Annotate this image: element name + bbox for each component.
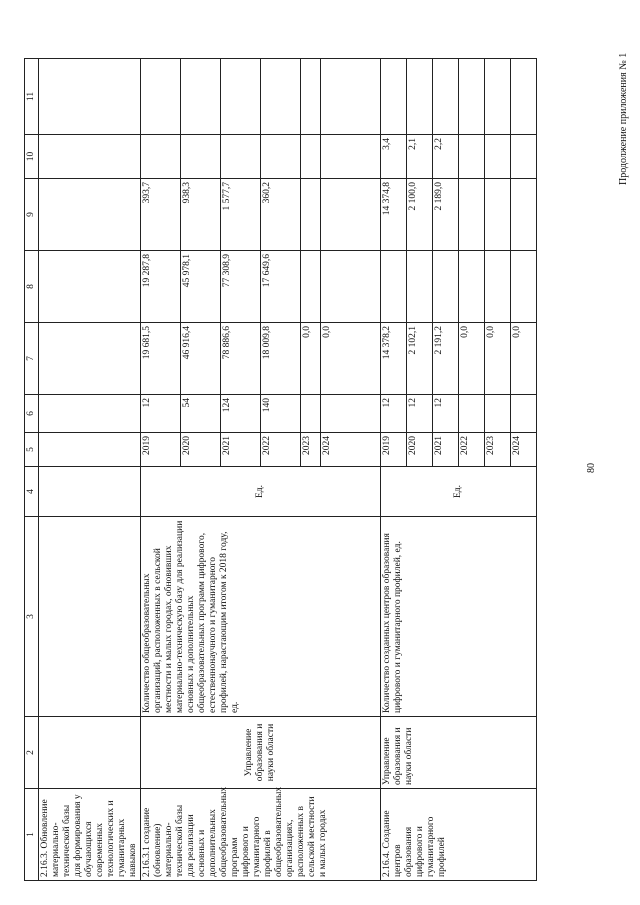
executor-cell: Управление образования и науки области — [141, 717, 381, 789]
value-cell: 2 100,0 — [407, 179, 433, 251]
value-cell — [511, 59, 537, 135]
value-cell: 2,1 — [407, 135, 433, 179]
col-num: 10 — [25, 135, 39, 179]
value-cell: 360,2 — [261, 179, 301, 251]
value-cell — [301, 251, 321, 323]
value-cell: 46 916,4 — [181, 323, 221, 395]
value-cell: 78 886,6 — [221, 323, 261, 395]
col-num: 6 — [25, 395, 39, 433]
value-cell — [485, 251, 511, 323]
section-title: 2.16.3.1 создание (обновление) материально-технической базы для реализации основных и дополнительных общеобразовательных программ цифрового и гуманитарного профилей в общеобразовательных организациях, расположенных в сельской местности и малых городах — [141, 789, 381, 881]
value-cell — [459, 251, 485, 323]
value-cell: 14 378,2 — [381, 323, 407, 395]
value-cell: 45 978,1 — [181, 251, 221, 323]
value-cell — [321, 395, 381, 433]
value-cell: 938,3 — [181, 179, 221, 251]
value-cell — [381, 59, 407, 135]
value-cell — [433, 251, 459, 323]
value-cell — [301, 135, 321, 179]
year-cell: 2021 — [433, 433, 459, 467]
value-cell — [459, 395, 485, 433]
indicator-cell: Количество общеобразовательных организаций, расположенных в сельской местности и малых городах, обновивших материально-техническую базу для реализации основных и дополнительных общеобразовательных программ цифрового, естественнонаучного и гуманитарного профилей, нарастающим итогом к 2018 году, ед. — [141, 517, 381, 717]
value-cell — [407, 59, 433, 135]
value-cell: 1 577,7 — [221, 179, 261, 251]
value-cell — [511, 179, 537, 251]
value-cell — [407, 251, 433, 323]
indicator-cell: Количество созданных центров образования цифрового и гуманитарного профилей, ед. — [381, 517, 537, 717]
value-cell — [221, 135, 261, 179]
page-number: 80 — [586, 463, 597, 473]
year-cell: 2020 — [181, 433, 221, 467]
year-cell: 2021 — [221, 433, 261, 467]
year-cell: 2023 — [485, 433, 511, 467]
value-cell — [511, 251, 537, 323]
value-cell — [381, 251, 407, 323]
value-cell: 2 102,1 — [407, 323, 433, 395]
year-cell: 2019 — [141, 433, 181, 467]
value-cell — [141, 135, 181, 179]
value-cell: 12 — [141, 395, 181, 433]
value-cell — [301, 59, 321, 135]
value-cell: 12 — [407, 395, 433, 433]
value-cell: 19 287,8 — [141, 251, 181, 323]
value-cell: 140 — [261, 395, 301, 433]
col-num: 2 — [25, 717, 39, 789]
value-cell: 0,0 — [321, 323, 381, 395]
value-cell — [485, 59, 511, 135]
unit-cell: Ед. — [141, 467, 381, 517]
col-num: 3 — [25, 517, 39, 717]
value-cell: 18 009,8 — [261, 323, 301, 395]
value-cell — [141, 59, 181, 135]
continuation-label: Продолжение приложения № 1 — [618, 52, 629, 185]
value-cell — [301, 179, 321, 251]
value-cell — [511, 135, 537, 179]
value-cell — [321, 251, 381, 323]
year-cell: 2022 — [261, 433, 301, 467]
year-cell: 2023 — [301, 433, 321, 467]
value-cell: 14 374,8 — [381, 179, 407, 251]
value-cell — [459, 59, 485, 135]
year-cell: 2024 — [321, 433, 381, 467]
value-cell — [459, 135, 485, 179]
value-cell: 393,7 — [141, 179, 181, 251]
value-cell: 17 649,6 — [261, 251, 301, 323]
value-cell: 12 — [381, 395, 407, 433]
year-cell: 2024 — [511, 433, 537, 467]
value-cell: 0,0 — [511, 323, 537, 395]
value-cell — [459, 179, 485, 251]
value-cell — [221, 59, 261, 135]
value-cell — [261, 135, 301, 179]
year-cell: 2019 — [381, 433, 407, 467]
table-row — [381, 59, 407, 881]
value-cell: 0,0 — [301, 323, 321, 395]
col-num: 8 — [25, 251, 39, 323]
value-cell: 12 — [433, 395, 459, 433]
value-cell — [181, 135, 221, 179]
col-num: 4 — [25, 467, 39, 517]
program-table — [24, 58, 537, 881]
section-title: 2.16.3. Обновление материально-технической базы для формирования у обучающихся современных технологических и гуманитарных навыков — [39, 789, 141, 881]
value-cell: 2,2 — [433, 135, 459, 179]
table-row — [39, 59, 141, 881]
value-cell: 54 — [181, 395, 221, 433]
value-cell — [261, 59, 301, 135]
value-cell — [321, 135, 381, 179]
value-cell: 19 681,5 — [141, 323, 181, 395]
value-cell — [181, 59, 221, 135]
year-cell: 2022 — [459, 433, 485, 467]
unit-cell: Ед. — [381, 467, 537, 517]
value-cell — [301, 395, 321, 433]
value-cell — [321, 59, 381, 135]
value-cell: 0,0 — [459, 323, 485, 395]
value-cell: 3,4 — [381, 135, 407, 179]
col-num: 11 — [25, 59, 39, 135]
value-cell — [321, 179, 381, 251]
year-cell: 2020 — [407, 433, 433, 467]
table-row — [141, 59, 181, 881]
column-number-row — [25, 59, 39, 881]
executor-cell: Управление образования и науки области — [381, 717, 537, 789]
value-cell — [485, 179, 511, 251]
col-num: 5 — [25, 433, 39, 467]
value-cell: 2 189,0 — [433, 179, 459, 251]
value-cell — [433, 59, 459, 135]
col-num: 1 — [25, 789, 39, 881]
value-cell: 77 308,9 — [221, 251, 261, 323]
section-title: 2.16.4. Создание центров образования цифрового и гуманитарного профилей — [381, 789, 537, 881]
col-num: 9 — [25, 179, 39, 251]
value-cell: 0,0 — [485, 323, 511, 395]
value-cell: 2 191,2 — [433, 323, 459, 395]
value-cell — [511, 395, 537, 433]
value-cell: 124 — [221, 395, 261, 433]
value-cell — [485, 395, 511, 433]
col-num: 7 — [25, 323, 39, 395]
value-cell — [485, 135, 511, 179]
